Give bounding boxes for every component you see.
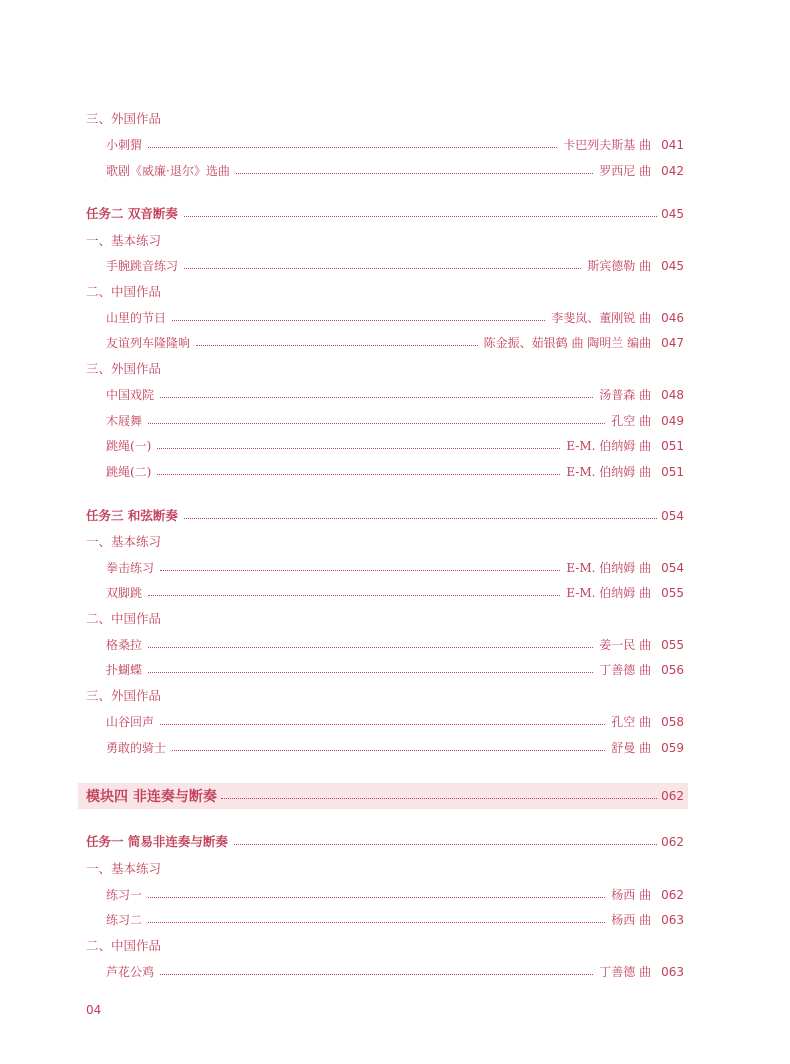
dot-leader <box>184 518 657 519</box>
task-heading[interactable] <box>86 504 684 528</box>
entry-title: 跳绳(二) <box>106 465 152 479</box>
dot-leader <box>148 423 605 424</box>
entry-title: 歌剧《威廉·退尔》选曲 <box>106 164 230 178</box>
entry-page: 062 <box>661 888 684 902</box>
entry-composer: E-M. 伯纳姆 曲 <box>566 586 652 600</box>
entry-composer: 孔空 曲 <box>611 414 652 428</box>
entry-composer: 卡巴列夫斯基 曲 <box>563 138 652 152</box>
entry-page: 051 <box>661 465 684 479</box>
dot-leader <box>148 672 593 673</box>
toc-entry[interactable] <box>106 556 684 580</box>
toc-entry[interactable] <box>106 133 684 157</box>
toc-entry[interactable] <box>106 306 684 330</box>
task-heading[interactable] <box>86 830 684 854</box>
dot-leader <box>148 897 605 898</box>
entry-title: 拳击练习 <box>106 561 155 575</box>
entry-page: 051 <box>661 439 684 453</box>
toc-entry[interactable] <box>106 383 684 407</box>
toc-entry[interactable] <box>106 409 684 433</box>
toc-entry[interactable] <box>106 908 684 932</box>
entry-composer: 舒曼 曲 <box>611 741 652 755</box>
entry-page: 058 <box>661 715 684 729</box>
dot-leader <box>160 724 605 725</box>
entry-title: 中国戏院 <box>106 388 155 402</box>
module-page: 062 <box>661 789 684 803</box>
dot-leader <box>148 647 593 648</box>
dot-leader <box>148 922 605 923</box>
dot-leader <box>236 173 593 174</box>
toc-entry[interactable] <box>106 254 684 278</box>
entry-page: 056 <box>661 663 684 677</box>
entry-title: 山谷回声 <box>106 715 155 729</box>
category-heading: 一、基本练习 <box>86 233 162 248</box>
task-page: 054 <box>661 509 684 523</box>
entry-composer: 丁善德 曲 <box>599 965 652 979</box>
entry-composer: 丁善德 曲 <box>599 663 652 677</box>
category-heading: 三、外国作品 <box>86 361 162 376</box>
entry-title: 勇敢的骑士 <box>106 741 167 755</box>
entry-title: 木屐舞 <box>106 414 143 428</box>
dot-leader <box>160 397 593 398</box>
entry-composer: 汤普森 曲 <box>599 388 652 402</box>
entry-title: 手腕跳音练习 <box>106 259 179 273</box>
entry-composer: 陈金振、茹银鹤 曲 陶明兰 编曲 <box>483 336 652 350</box>
dot-leader <box>172 750 605 751</box>
dot-leader <box>157 448 560 449</box>
entry-title: 格桑拉 <box>106 638 143 652</box>
dot-leader <box>184 216 657 217</box>
toc-entry[interactable] <box>106 883 684 907</box>
dot-leader <box>157 474 560 475</box>
dot-leader <box>160 570 560 571</box>
entry-title: 芦花公鸡 <box>106 965 155 979</box>
entry-title: 练习一 <box>106 888 143 902</box>
entry-page: 049 <box>661 414 684 428</box>
entry-title: 扑蝴蝶 <box>106 663 143 677</box>
entry-page: 041 <box>661 138 684 152</box>
entry-composer: E-M. 伯纳姆 曲 <box>566 439 652 453</box>
entry-title: 双脚跳 <box>106 586 143 600</box>
toc-entry[interactable] <box>106 710 684 734</box>
entry-title: 练习二 <box>106 913 143 927</box>
task-heading[interactable] <box>86 202 684 226</box>
category-heading: 一、基本练习 <box>86 861 162 876</box>
toc-entry[interactable] <box>106 633 684 657</box>
dot-leader <box>160 974 593 975</box>
dot-leader <box>148 147 557 148</box>
dot-leader <box>234 844 657 845</box>
entry-title: 山里的节日 <box>106 311 167 325</box>
category-heading: 三、外国作品 <box>86 111 162 126</box>
entry-title: 友谊列车隆隆响 <box>106 336 191 350</box>
task-title: 任务一 简易非连奏与断奏 <box>86 834 228 849</box>
dot-leader <box>196 345 478 346</box>
entry-page: 045 <box>661 259 684 273</box>
dot-leader <box>172 320 545 321</box>
entry-composer: 姜一民 曲 <box>599 638 652 652</box>
entry-title: 小刺猬 <box>106 138 143 152</box>
entry-composer: 斯宾德勒 曲 <box>587 259 652 273</box>
dot-leader <box>148 595 560 596</box>
task-title: 任务三 和弦断奏 <box>86 508 178 523</box>
toc-entry[interactable] <box>106 960 684 984</box>
toc-entry[interactable] <box>106 331 684 355</box>
entry-page: 055 <box>661 586 684 600</box>
task-page: 062 <box>661 835 684 849</box>
toc-entry[interactable] <box>106 658 684 682</box>
module-title: 模块四 非连奏与断奏 <box>86 789 217 805</box>
entry-page: 055 <box>661 638 684 652</box>
toc-entry[interactable] <box>106 159 684 183</box>
module-heading[interactable] <box>78 783 688 809</box>
toc-entry[interactable] <box>106 736 684 760</box>
toc-entry[interactable] <box>106 434 684 458</box>
entry-page: 063 <box>661 913 684 927</box>
entry-page: 063 <box>661 965 684 979</box>
dot-leader <box>221 798 657 799</box>
entry-composer: 杨西 曲 <box>611 913 652 927</box>
toc-entry[interactable] <box>106 460 684 484</box>
entry-page: 059 <box>661 741 684 755</box>
entry-page: 054 <box>661 561 684 575</box>
entry-page: 042 <box>661 164 684 178</box>
category-heading: 三、外国作品 <box>86 688 162 703</box>
entry-page: 046 <box>661 311 684 325</box>
dot-leader <box>184 268 581 269</box>
entry-composer: 杨西 曲 <box>611 888 652 902</box>
entry-page: 048 <box>661 388 684 402</box>
entry-composer: 罗西尼 曲 <box>599 164 652 178</box>
category-heading: 二、中国作品 <box>86 284 162 299</box>
category-heading: 二、中国作品 <box>86 938 162 953</box>
task-title: 任务二 双音断奏 <box>86 206 178 221</box>
category-heading: 二、中国作品 <box>86 611 162 626</box>
entry-composer: 李斐岚、董刚锐 曲 <box>551 311 652 325</box>
task-page: 045 <box>661 207 684 221</box>
toc-entry[interactable] <box>106 581 684 605</box>
entry-page: 047 <box>661 336 684 350</box>
page-number: 04 <box>86 1003 102 1017</box>
entry-composer: E-M. 伯纳姆 曲 <box>566 561 652 575</box>
category-heading: 一、基本练习 <box>86 534 162 549</box>
entry-title: 跳绳(一) <box>106 439 152 453</box>
entry-composer: 孔空 曲 <box>611 715 652 729</box>
entry-composer: E-M. 伯纳姆 曲 <box>566 465 652 479</box>
